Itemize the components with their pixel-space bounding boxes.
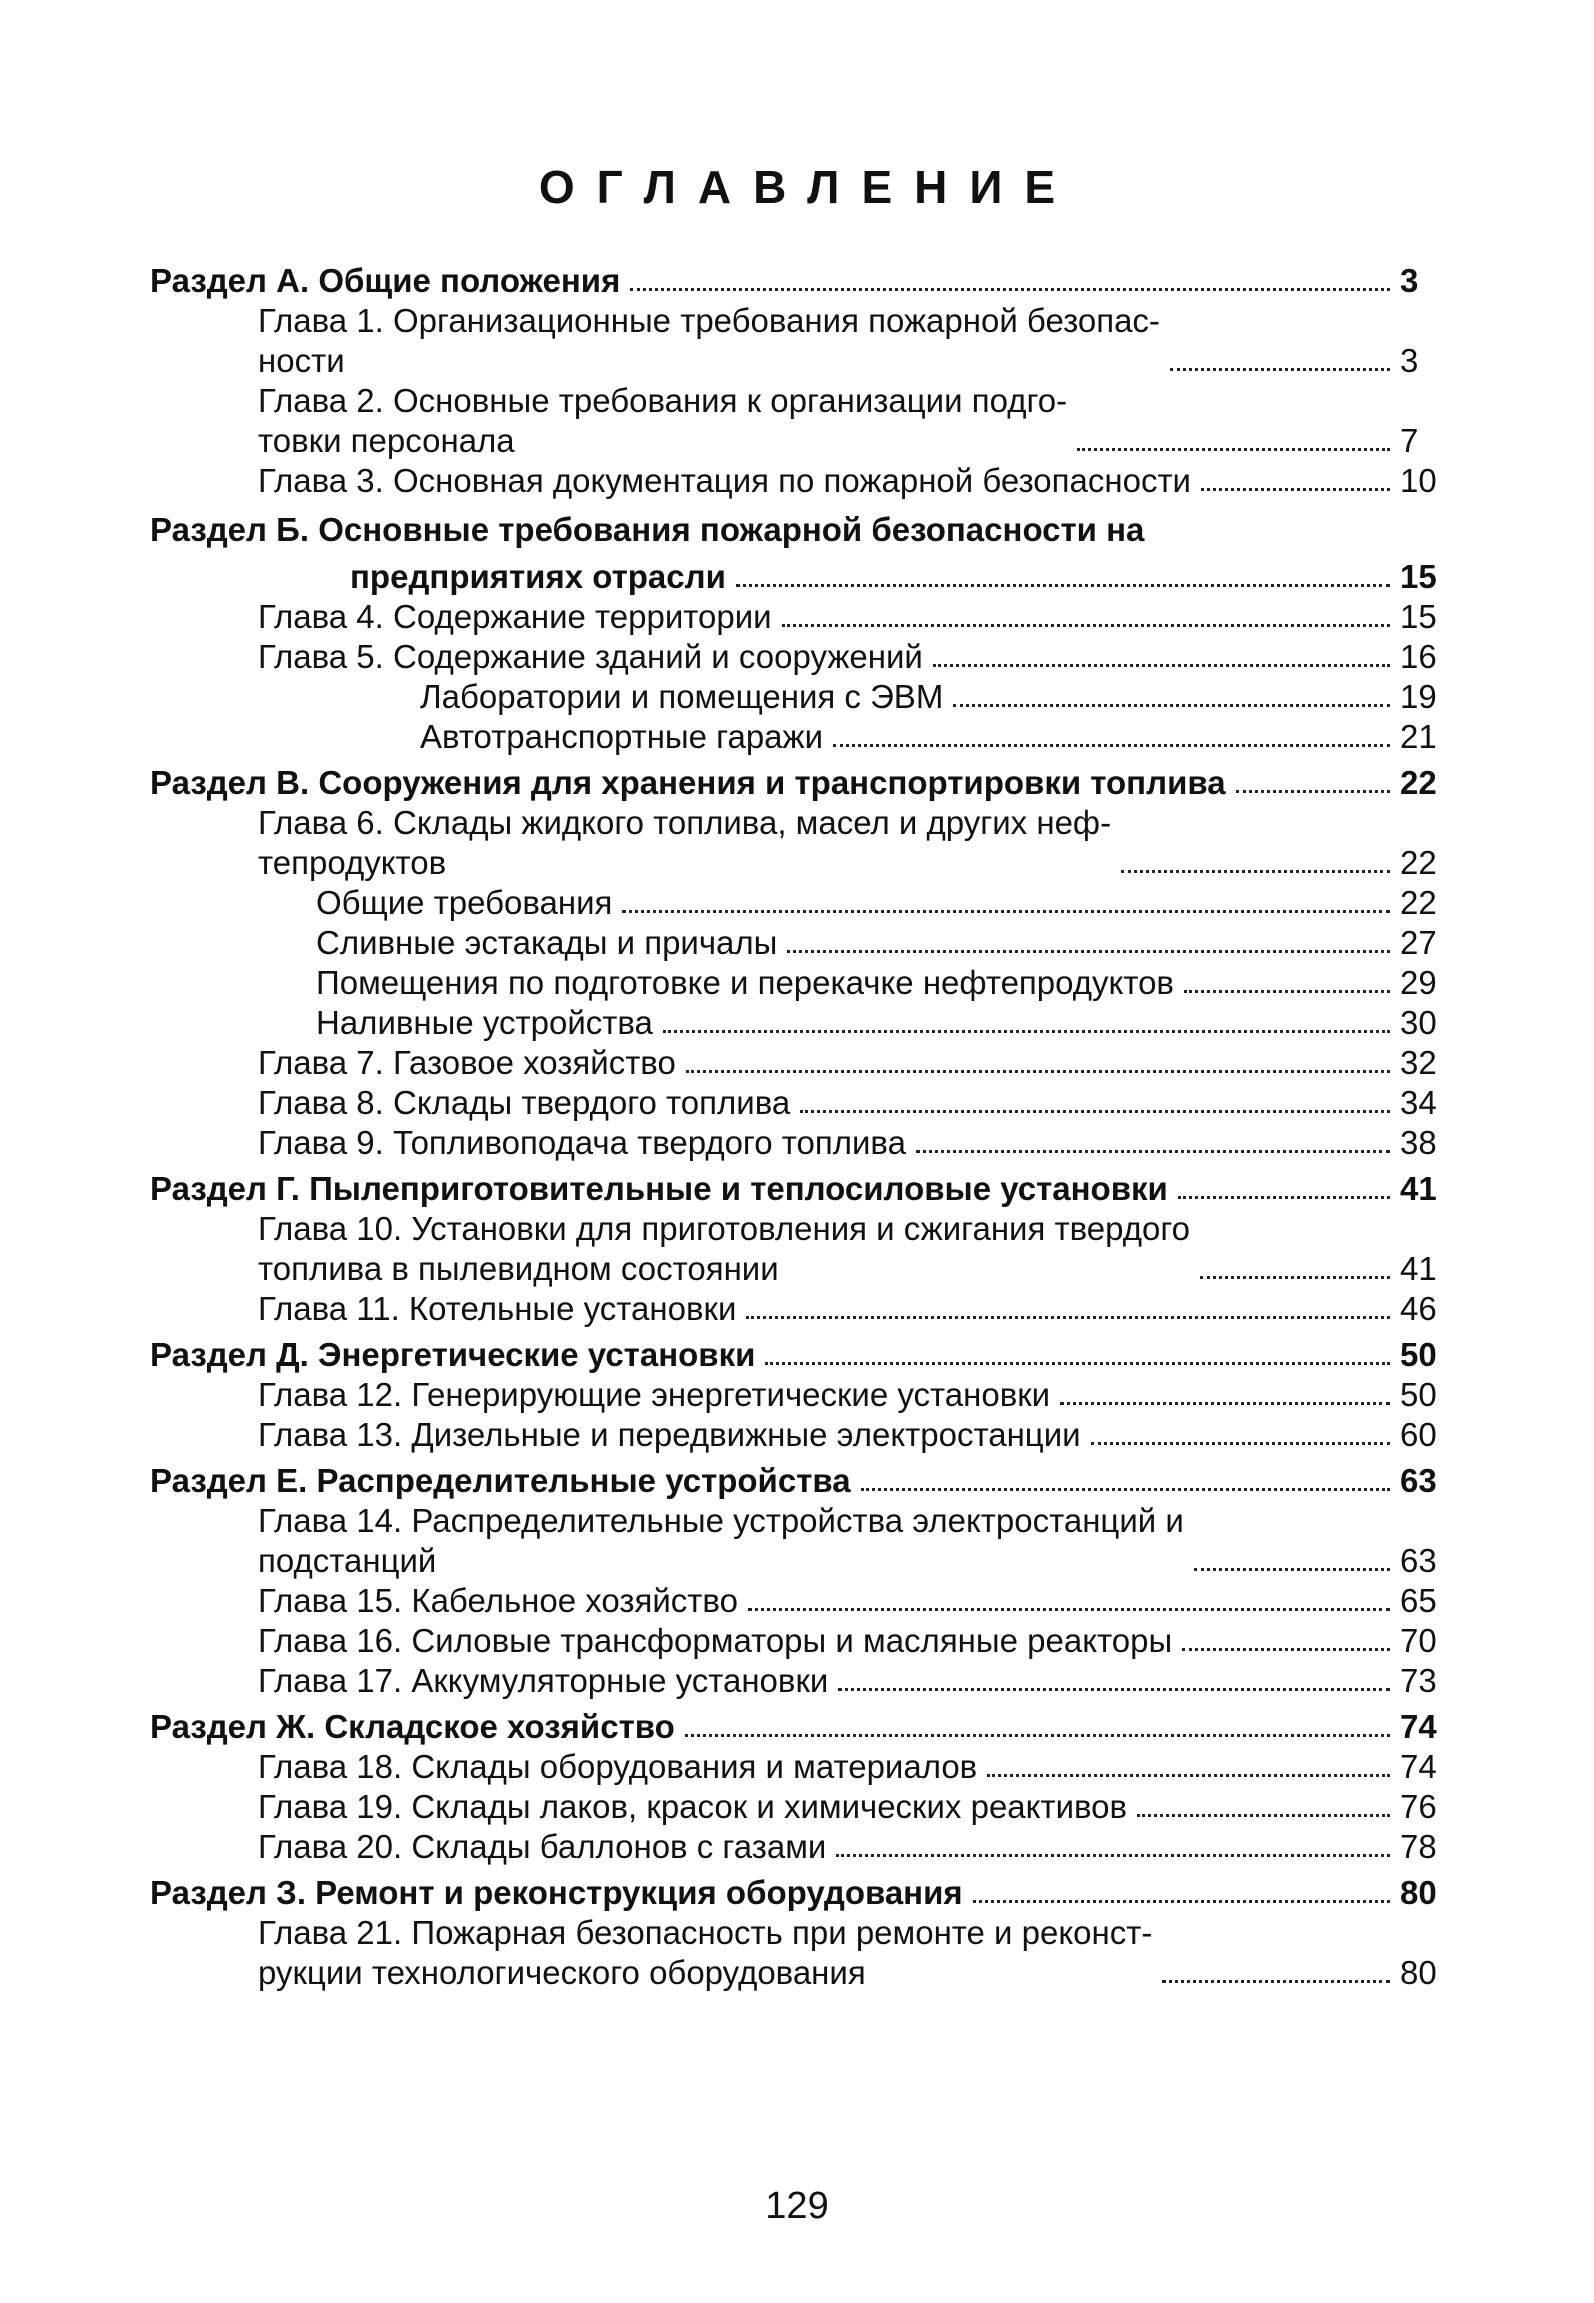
toc-section[interactable] [150,1169,1450,1209]
toc-page-number: 3 [1400,262,1419,299]
toc-section [150,509,1450,597]
toc-page-number: 38 [1400,1124,1437,1161]
dot-leader [787,950,1390,953]
toc-entry-label: Глава 2. Основные требования к организации подго- товки персонала [258,382,1068,459]
toc-page-number: 60 [1400,1416,1437,1453]
dot-leader [1077,448,1390,451]
toc-page-number: 41 [1400,1250,1437,1287]
dot-leader [1137,1814,1390,1817]
toc-page-number: 78 [1400,1828,1437,1865]
toc-page-number: 19 [1400,678,1437,715]
toc-entry-label: Помещения по подготовке и перекачке нефтепродуктов [316,964,1174,1001]
dot-leader [663,1030,1390,1033]
toc-entry[interactable] [150,1003,1450,1043]
toc-entry-label: Глава 10. Установки для приготовления и сжигания твердого топлива в пылевидном состоянии [258,1210,1191,1287]
toc-entry-label: Общие требования [316,884,613,921]
dot-leader [836,1854,1390,1857]
dot-leader [746,1316,1390,1319]
toc-entry-label: Глава 8. Склады твердого топлива [258,1084,791,1121]
table-of-contents [150,255,1450,1993]
toc-entry[interactable] [150,637,1450,677]
toc-entry-label: Глава 13. Дизельные и передвижные электростанции [258,1416,1081,1453]
toc-page-number: 15 [1400,558,1437,595]
dot-leader [1200,1276,1390,1279]
toc-entry-label: Глава 7. Газовое хозяйство [258,1044,676,1081]
toc-entry-label: Раздел Ж. Складское хозяйство [150,1708,675,1745]
toc-entry-label: Лаборатории и помещения с ЭВМ [420,678,944,715]
dot-leader [1201,488,1390,491]
toc-entry-label: Раздел Е. Распределительные устройства [150,1462,851,1499]
toc-entry[interactable] [150,557,1450,597]
toc-entry-label: Глава 16. Силовые трансформаторы и масляные реакторы [258,1622,1173,1659]
toc-page-number: 74 [1400,1708,1437,1745]
dot-leader [1121,870,1390,873]
toc-page-number: 22 [1400,764,1437,801]
toc-entry-label: Глава 3. Основная документация по пожарной безопасности [258,462,1191,499]
dot-leader [748,1608,1390,1611]
toc-page-number: 30 [1400,1004,1437,1041]
toc-page-number: 50 [1400,1376,1437,1413]
dot-leader [686,1070,1390,1073]
toc-page-number: 46 [1400,1290,1437,1327]
toc-entry-label: Глава 17. Аккумуляторные установки [258,1662,829,1699]
toc-entry[interactable] [150,1787,1450,1827]
toc-entry[interactable] [150,677,1450,717]
toc-entry-label: Глава 9. Топливоподача твердого топлива [258,1124,906,1161]
toc-entry-label: Глава 1. Организационные требования пожарной безопас- ности [258,302,1160,379]
dot-leader [916,1150,1390,1153]
toc-entry[interactable] [150,461,1450,501]
toc-page-number: 50 [1400,1336,1437,1373]
toc-entry[interactable] [150,883,1450,923]
toc-page-number: 32 [1400,1044,1437,1081]
toc-page-number: 27 [1400,924,1437,961]
dot-leader [765,1362,1390,1365]
toc-page-number: 22 [1400,884,1437,921]
toc-page-number: 7 [1400,422,1419,459]
toc-page-number: 63 [1400,1462,1437,1499]
toc-entry-label: Раздел Г. Пылеприготовительные и теплосиловые установки [150,1170,1168,1207]
toc-entry[interactable] [150,597,1450,637]
toc-entry-label: Сливные эстакады и причалы [316,924,778,961]
toc-section[interactable] [150,261,1450,301]
toc-entry-label: Глава 6. Склады жидкого топлива, масел и других неф- тепродуктов [258,804,1112,881]
toc-entry-label: Автотранспортные гаражи [420,718,824,755]
toc-page-number: 3 [1400,342,1419,379]
toc-entry[interactable] [150,1747,1450,1787]
dot-leader [1184,990,1390,993]
toc-section[interactable] [150,763,1450,803]
dot-leader [1060,1402,1390,1405]
toc-page-number: 65 [1400,1582,1437,1619]
toc-entry-label: Глава 20. Склады баллонов с газами [258,1828,827,1865]
dot-leader [987,1774,1390,1777]
toc-entry-label: Раздел В. Сооружения для хранения и транспортировки топлива [150,764,1226,801]
toc-entry-label: Раздел А. Общие положения [150,262,621,299]
toc-page-number: 29 [1400,964,1437,1001]
dot-leader [1170,368,1390,371]
toc-page-number: 70 [1400,1622,1437,1659]
toc-entry[interactable] [150,1083,1450,1123]
dot-leader [1236,790,1390,793]
toc-entry[interactable] [150,1209,1450,1289]
toc-section[interactable] [150,1707,1450,1747]
toc-entry[interactable] [150,1827,1450,1867]
toc-entry-label: Глава 5. Содержание зданий и сооружений [258,638,923,675]
toc-entry-label: Наливные устройства [316,1004,653,1041]
dot-leader [630,288,1390,291]
dot-leader [838,1688,1390,1691]
page-title: ОГЛАВЛЕНИЕ [538,161,1078,213]
toc-entry-label: Глава 18. Склады оборудования и материалов [258,1748,978,1785]
toc-page-number: 74 [1400,1748,1437,1785]
toc-entry-label: Раздел З. Ремонт и реконструкция оборудования [150,1874,963,1911]
toc-entry[interactable] [150,1375,1450,1415]
toc-entry[interactable] [150,1913,1450,1993]
toc-entry[interactable] [150,1123,1450,1163]
toc-section[interactable] [150,1335,1450,1375]
toc-entry[interactable] [150,1621,1450,1661]
toc-entry[interactable] [150,1043,1450,1083]
dot-leader [953,704,1390,707]
dot-leader [833,744,1390,747]
dot-leader [800,1110,1390,1113]
toc-entry-label: Глава 21. Пожарная безопасность при ремонте и реконст- рукции технологического оборудования [258,1914,1153,1991]
toc-page-number: 16 [1400,638,1437,675]
dot-leader [622,910,1390,913]
dot-leader [973,1900,1390,1903]
toc-page-number: 15 [1400,598,1437,635]
toc-entry[interactable] [150,717,1450,757]
toc-page-number: 73 [1400,1662,1437,1699]
toc-entry-label: Глава 11. Котельные установки [258,1290,737,1327]
toc-entry-label: Глава 4. Содержание территории [258,598,772,635]
toc-entry[interactable] [150,1289,1450,1329]
toc-page-number: 21 [1400,718,1437,755]
dot-leader [1091,1442,1390,1445]
toc-entry[interactable] [150,1661,1450,1701]
dot-leader [736,584,1390,587]
toc-entry[interactable] [150,1415,1450,1455]
toc-entry-label: Раздел Д. Энергетические установки [150,1336,756,1373]
dot-leader [1162,1980,1390,1983]
toc-section[interactable] [150,1873,1450,1913]
toc-page-number: 41 [1400,1170,1437,1207]
toc-section-heading: Раздел Б. Основные требования пожарной безопасности на [150,511,1145,548]
toc-entry-label: Глава 19. Склады лаков, красок и химических реактивов [258,1788,1128,1825]
toc-page-number: 80 [1400,1954,1437,1991]
dot-leader [1182,1648,1390,1651]
toc-entry[interactable] [150,803,1450,883]
dot-leader [782,624,1390,627]
toc-page-number: 63 [1400,1542,1437,1579]
toc-entry-label: Глава 14. Распределительные устройства электростанций и подстанций [258,1502,1184,1579]
toc-entry[interactable] [150,1581,1450,1621]
toc-page-number: 80 [1400,1874,1437,1911]
dot-leader [1178,1196,1390,1199]
toc-entry[interactable] [150,381,1450,461]
toc-page-number: 22 [1400,844,1437,881]
toc-entry[interactable] [150,301,1450,381]
toc-entry[interactable] [150,1501,1450,1581]
toc-page-number: 10 [1400,462,1437,499]
dot-leader [1194,1568,1390,1571]
toc-entry-label: Глава 15. Кабельное хозяйство [258,1582,738,1619]
dot-leader [933,664,1390,667]
toc-page-number: 34 [1400,1084,1437,1121]
toc-entry-label: Глава 12. Генерирующие энергетические установки [258,1376,1051,1413]
dot-leader [685,1734,1390,1737]
toc-entry[interactable] [150,923,1450,963]
toc-page-number: 76 [1400,1788,1437,1825]
toc-entry[interactable] [150,963,1450,1003]
toc-section[interactable] [150,1461,1450,1501]
toc-entry-label: предприятиях отрасли [350,558,726,595]
dot-leader [861,1488,1390,1491]
page-number: 129 [765,2185,829,2227]
